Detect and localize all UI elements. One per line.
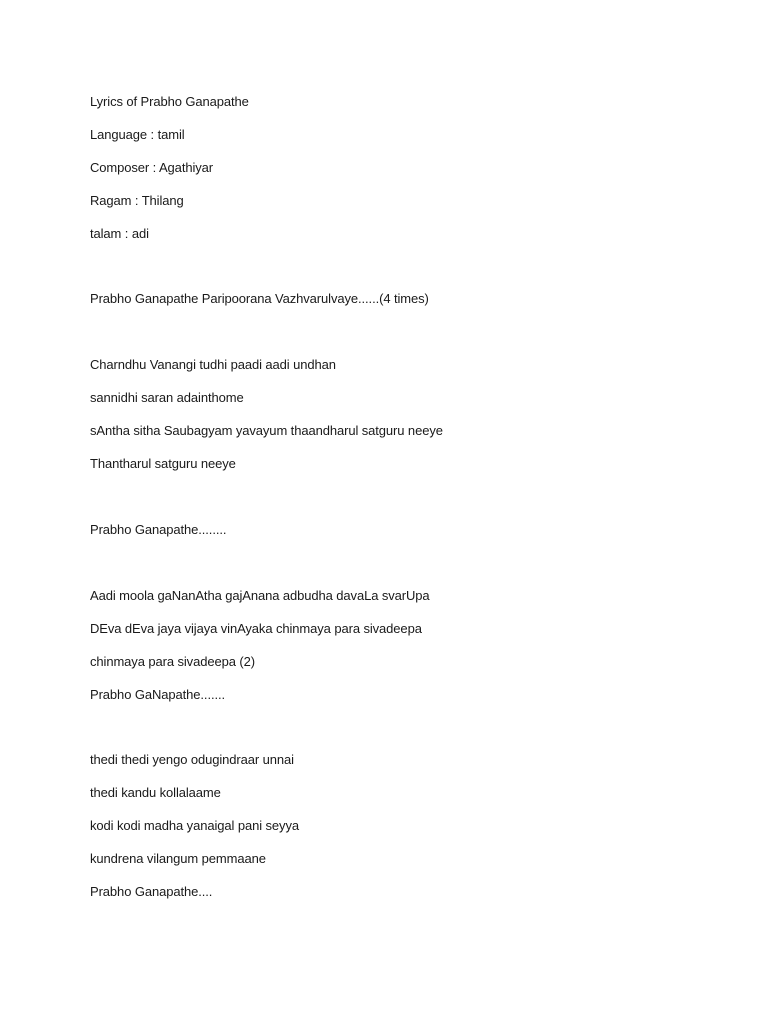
stanza2-line-2: DEva dEva jaya vijaya vinAyaka chinmaya para sivadeepa [90,621,422,636]
stanza1-line-4: Thantharul satguru neeye [90,456,236,471]
stanza3-line-2: thedi kandu kollalaame [90,785,221,800]
stanza3-line-4: kundrena vilangum pemmaane [90,851,266,866]
ragam-line: Ragam : Thilang [90,193,184,208]
talam-line: talam : adi [90,226,149,241]
stanza1-line-3: sAntha sitha Saubagyam yavayum thaandharul satguru neeye [90,423,443,438]
stanza2-line-4: Prabho GaNapathe....... [90,687,226,702]
refrain-line: Prabho Ganapathe........ [90,522,227,537]
stanza2-line-1: Aadi moola gaNanAtha gajAnana adbudha davaLa svarUpa [90,588,430,603]
stanza3-line-1: thedi thedi yengo odugindraar unnai [90,752,294,767]
stanza1-line-1: Charndhu Vanangi tudhi paadi aadi undhan [90,357,336,372]
composer-line: Composer : Agathiyar [90,160,214,175]
stanza1-line-2: sannidhi saran adainthome [90,390,244,405]
lyrics-title: Lyrics of Prabho Ganapathe [90,94,249,109]
pallavi-line: Prabho Ganapathe Paripoorana Vazhvarulvaye......(4 times) [90,291,429,306]
stanza2-line-3: chinmaya para sivadeepa (2) [90,654,255,669]
language-line: Language : tamil [90,127,185,142]
stanza3-line-5: Prabho Ganapathe.... [90,884,213,899]
stanza3-line-3: kodi kodi madha yanaigal pani seyya [90,818,299,833]
